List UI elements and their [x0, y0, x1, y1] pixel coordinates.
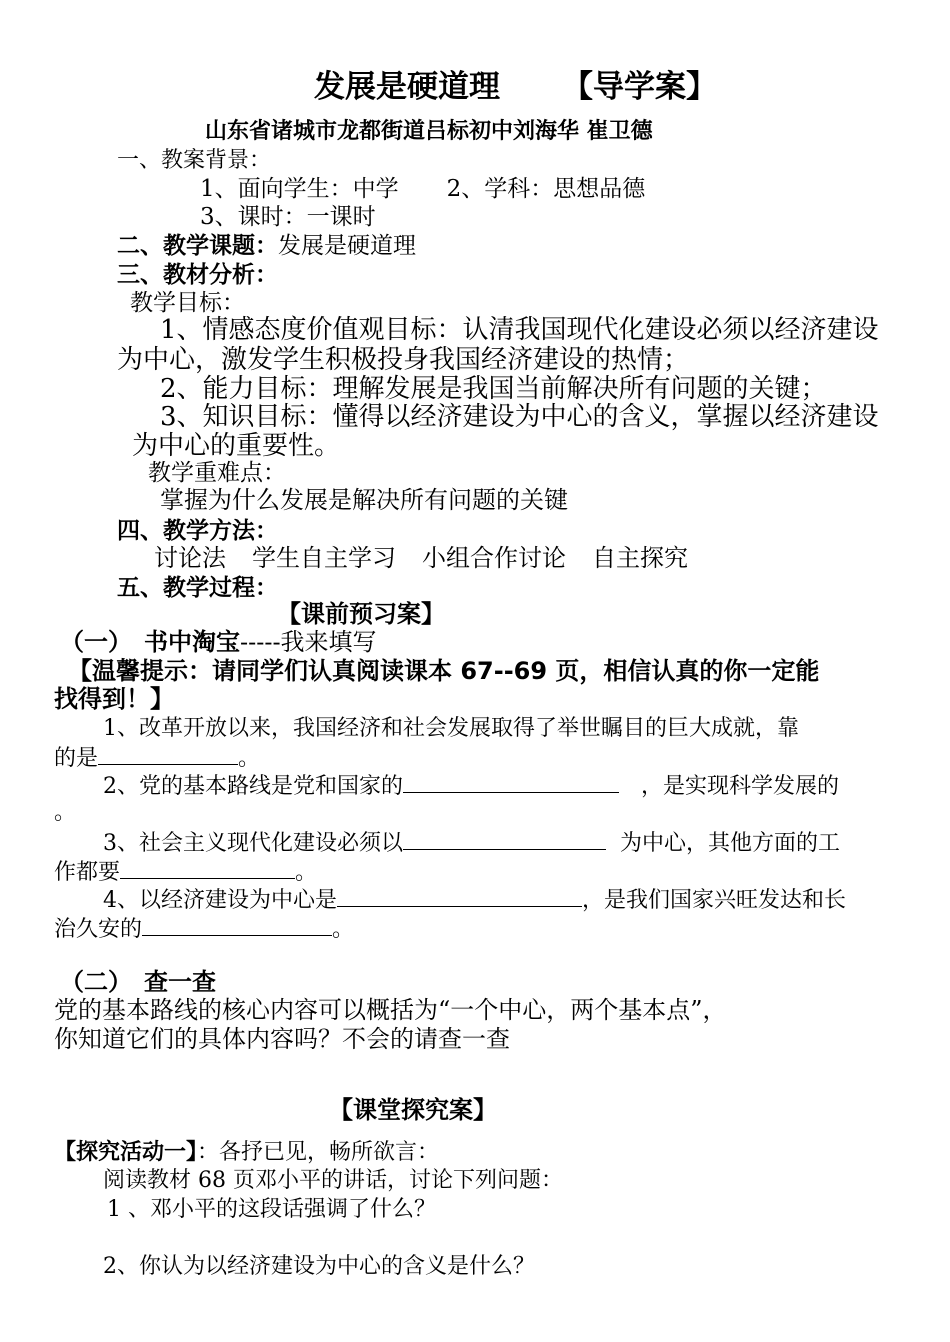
answer-blank-6[interactable] — [142, 915, 332, 936]
question-4-line-b — [54, 915, 354, 942]
goal-3-line-b: 为中心的重要性。 — [132, 431, 341, 461]
goal-3-line-a: 3、知识目标：懂得以经济建设为中心的含义，掌握以经济建设 — [160, 402, 879, 432]
question-3-line-b — [54, 858, 317, 885]
background-line-1 — [200, 176, 645, 202]
subject-text: 2、学科：思想品德 — [446, 176, 646, 202]
part-1-label: （一） 书中淘宝 — [60, 628, 240, 656]
activity-1-question-1: 1 、邓小平的这段话强调了什么？ — [107, 1197, 436, 1222]
doc-title — [314, 70, 717, 106]
author-line: 山东省诸城市龙都街道吕标初中刘海华 崔卫德 — [205, 119, 653, 144]
question-4-end: 。 — [332, 917, 355, 942]
answer-blank-4[interactable] — [120, 858, 295, 879]
activity-1-line — [54, 1140, 439, 1165]
hours-text: 3、课时：一课时 — [200, 204, 376, 230]
classroom-heading: 【课堂探究案】 — [329, 1096, 497, 1124]
goal-1-line-b: 为中心，激发学生积极投身我国经济建设的热情； — [117, 345, 690, 375]
question-3-text: 3、社会主义现代化建设必须以 — [103, 831, 403, 856]
analysis-label: 三、教材分析： — [117, 262, 278, 288]
part-1-heading — [60, 629, 377, 657]
title-text: 发展是硬道理 — [314, 69, 500, 105]
methods-label: 四、教学方法： — [117, 518, 278, 544]
question-3-text-c: 作都要 — [54, 860, 121, 885]
method-item: 学生自主学习 — [252, 544, 396, 572]
key-text: 掌握为什么发展是解决所有问题的关键 — [160, 486, 568, 514]
activity-1-label: 【探究活动一】 — [54, 1140, 198, 1165]
method-item: 自主探究 — [592, 544, 688, 572]
question-1-line-a: 1、改革开放以来，我国经济和社会发展取得了举世瞩目的巨大成就，靠 — [103, 716, 799, 741]
process-label: 五、教学过程： — [117, 575, 278, 601]
question-1-text: 的是 — [54, 746, 99, 771]
topic-value: 发展是硬道理 — [278, 233, 416, 259]
tip-line-b: 找得到！】 — [54, 685, 174, 713]
tip-line-a: 【温馨提示：请同学们认真阅读课本 67--69 页，相信认真的你一定能 — [68, 657, 820, 685]
preview-heading: 【课前预习案】 — [277, 600, 445, 628]
question-4-text: 4、以经济建设为中心是 — [103, 888, 337, 913]
question-3-end: 。 — [295, 860, 318, 885]
topic-label: 二、教学课题： — [117, 233, 278, 259]
students-text: 1、面向学生：中学 — [200, 176, 399, 202]
method-item: 小组合作讨论 — [422, 544, 566, 572]
topic-line — [117, 233, 416, 259]
activity-1-question-2: 2、你认为以经济建设为中心的含义是什么？ — [103, 1254, 535, 1279]
title-tag: 【导学案】 — [562, 69, 717, 105]
question-2-text: 2、党的基本路线是党和国家的 — [103, 774, 403, 799]
goals-label: 教学目标： — [130, 290, 245, 316]
goal-2: 2、能力目标：理解发展是我国当前解决所有问题的关键； — [160, 374, 827, 404]
answer-blank-1[interactable] — [98, 744, 238, 765]
answer-blank-2[interactable] — [403, 772, 619, 793]
question-3-text-b: 为中心，其他方面的工 — [620, 831, 841, 856]
question-2-text-b: ，是实现科学发展的 — [641, 774, 840, 799]
question-2-end: 。 — [54, 800, 77, 825]
activity-1-read: 阅读教材 68 页邓小平的讲话，讨论下列问题： — [103, 1168, 563, 1193]
answer-blank-5[interactable] — [337, 886, 582, 907]
method-item: 讨论法 — [154, 544, 226, 572]
question-2-line-a — [103, 772, 839, 799]
part-2-line-a: 党的基本路线的核心内容可以概括为“一个中心，两个基本点”， — [54, 996, 727, 1024]
question-1-end: 。 — [238, 746, 261, 771]
methods-list — [154, 545, 688, 573]
part-1-suffix: -----我来填写 — [240, 628, 377, 656]
answer-blank-3[interactable] — [403, 829, 606, 850]
background-heading: 一、教案背景： — [117, 148, 272, 173]
activity-1-text: ：各抒已见，畅所欲言： — [197, 1140, 440, 1165]
key-label: 教学重难点： — [148, 460, 286, 486]
goal-1-line-a: 1、情感态度价值观目标：认清我国现代化建设必须以经济建设 — [160, 315, 879, 345]
part-2-line-b: 你知道它们的具体内容吗？不会的请查一查 — [54, 1025, 510, 1053]
question-4-line-a — [103, 886, 846, 913]
question-1-line-b — [54, 744, 260, 771]
question-3-line-a — [103, 829, 840, 856]
part-2-label: （二） 查一查 — [60, 968, 216, 996]
question-4-text-c: 治久安的 — [54, 917, 143, 942]
question-4-text-b: ，是我们国家兴旺发达和长 — [582, 888, 847, 913]
